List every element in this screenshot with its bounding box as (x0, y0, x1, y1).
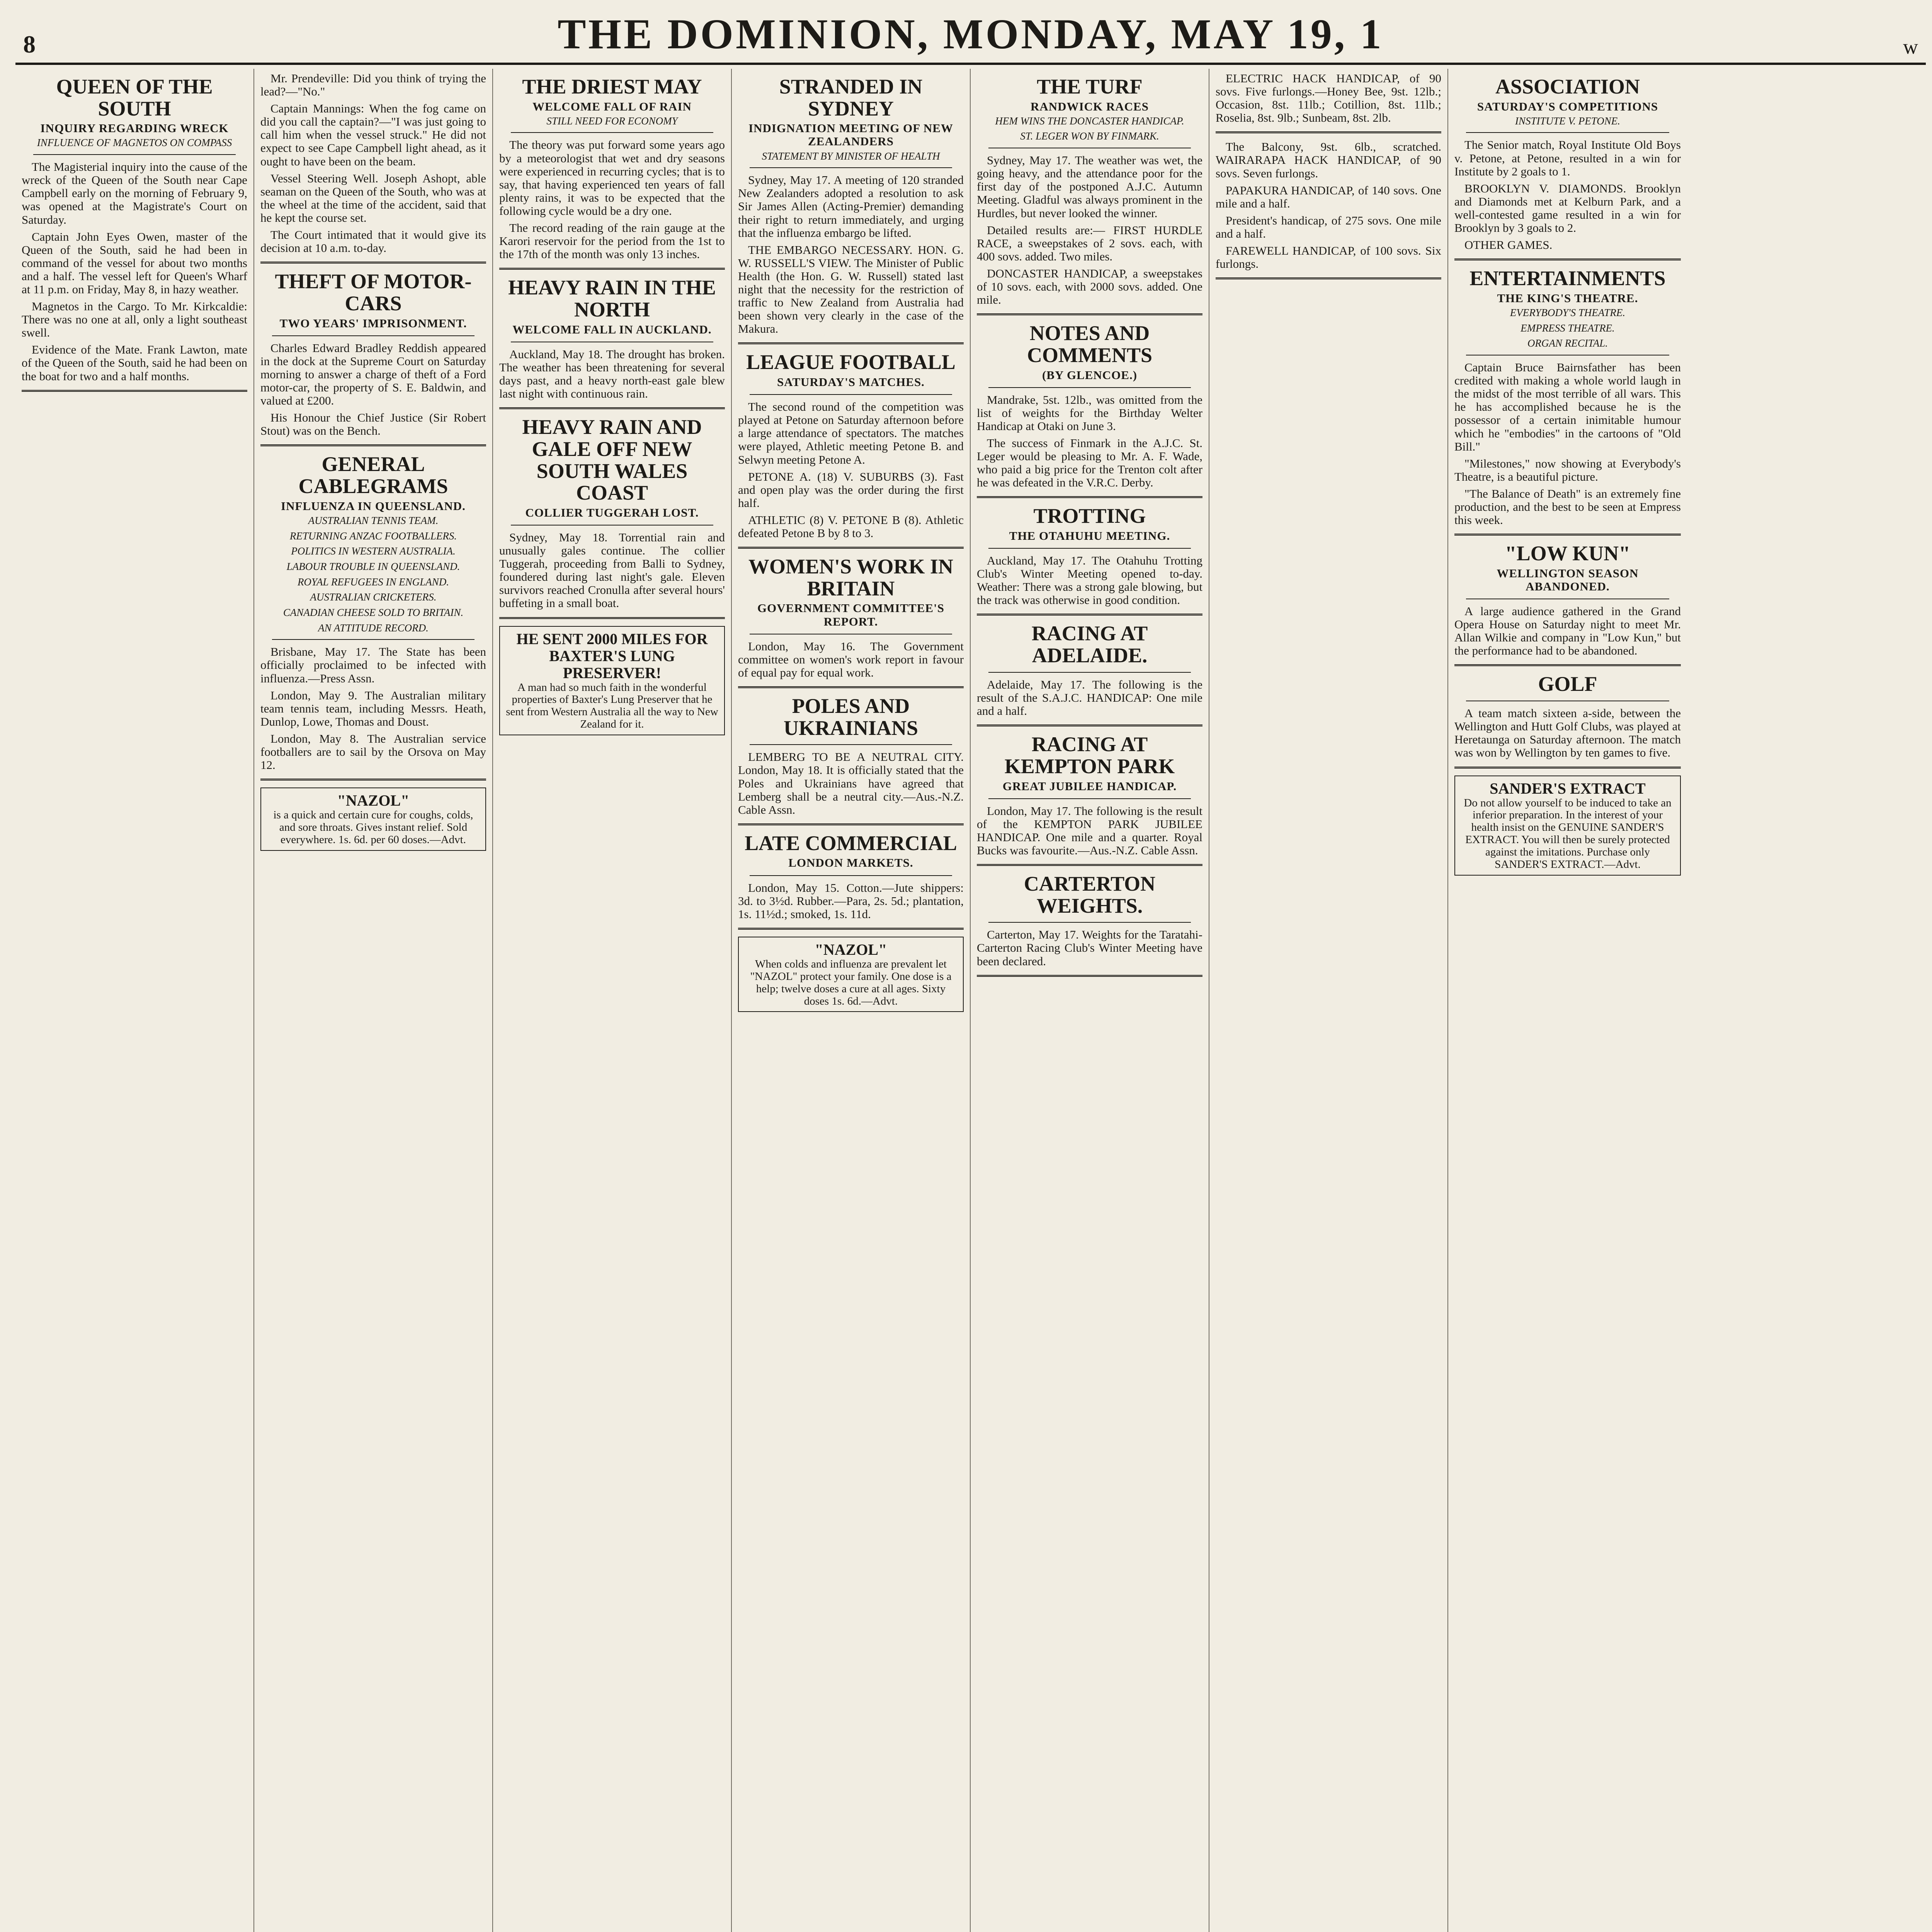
article-headline: NOTES AND COMMENTS (1027, 321, 1152, 367)
article-paragraph: London, May 8. The Australian service footballers are to sail by the Orsova on May 12. (260, 731, 486, 772)
article-separator (977, 975, 1202, 977)
article-subheading: AN ATTITUDE RECORD. (318, 622, 429, 634)
article-subheading: ORGAN RECITAL. (1527, 337, 1608, 349)
article-paragraph: Vessel Steering Well. Joseph Ashopt, able seaman on the Queen of the South, who was at the wheel at the time of the accident, said that he kept the course set. (260, 171, 486, 224)
article-paragraph: PETONE A. (18) V. SUBURBS (3). Fast and open play was the order during the first half. (738, 469, 964, 510)
advertisement (1454, 776, 1681, 876)
article-headline: STRANDED IN SYDNEY (779, 75, 923, 120)
article (260, 453, 486, 781)
divider (511, 132, 713, 133)
article-paragraph: The Magisterial inquiry into the cause of the wreck of the Queen of the South near Cape Campbell early on the morning of February 9, was opened at the Magistrate's Court on Saturday. (22, 160, 247, 226)
article (22, 76, 247, 392)
article-subheading: COLLIER TUGGERAH LOST. (525, 505, 699, 519)
article-separator (738, 547, 964, 549)
advertisement (499, 626, 725, 736)
article-subheading: GREAT JUBILEE HANDICAP. (1002, 779, 1177, 793)
article-subheading: ST. LEGER WON BY FINMARK. (1020, 130, 1159, 142)
article (499, 416, 725, 619)
article-separator (1454, 767, 1681, 769)
article-subheading: THE KING'S THEATRE. (1497, 291, 1638, 305)
article-paragraph: The second round of the competition was played at Petone on Saturday afternoon before a large attendance of spectators. The matches were played, Athletic meeting Petone B. and Selwyn meeting Petone A. (738, 400, 964, 466)
article (977, 505, 1202, 616)
article-paragraph: The theory was put forward some years ago by a meteorologist that wet and dry seasons were experienced in recurring cycles; that is to say, that having experienced ten years of fall plenty rains, it was to be expected that the following cycle would be a dry one. (499, 138, 725, 218)
article-paragraph: ELECTRIC HACK HANDICAP, of 90 sovs. Five furlongs.—Honey Bee, 9st. 12lb.; Occasion, 8st. 11lb.; Cotillion, 8st. 11lb.; Roselia, 8st. 9lb.; Sunbeam, 8st. 2lb. (1216, 71, 1441, 125)
article-paragraph: London, May 9. The Australian military team tennis team, including Messrs. Heath, Dunlop, Lowe, Thomas and Doust. (260, 688, 486, 728)
article-paragraph: A team match sixteen a-side, between the Wellington and Hutt Golf Clubs, was played at Heretaunga on Saturday afternoon. The match was won by Wellington by ten games to five. (1454, 706, 1681, 760)
article (1454, 267, 1681, 536)
article-paragraph: LEMBERG TO BE A NEUTRAL CITY. London, May 18. It is officially stated that the Poles and Ukrainians have agreed that Lemberg shall be a neutral city.—Aus.-N.Z. Cable Assn. (738, 750, 964, 816)
article (977, 733, 1202, 866)
article-headline: TROTTING (1033, 504, 1146, 528)
article-paragraph: FAREWELL HANDICAP, of 100 sovs. Six furlongs. (1216, 244, 1441, 271)
divider (750, 875, 952, 876)
article-subheading: LONDON MARKETS. (788, 856, 913, 870)
article (738, 351, 964, 549)
article-separator (499, 268, 725, 270)
article-paragraph: Evidence of the Mate. Frank Lawton, mate of the Queen of the South, said he had been on the boat for two and a half months. (22, 343, 247, 383)
article-headline: THEFT OF MOTOR-CARS (275, 270, 472, 315)
article-paragraph: DONCASTER HANDICAP, a sweepstakes of 10 sovs. each, with 2000 sovs. added. One mile. (977, 266, 1202, 307)
column-6 (1209, 69, 1448, 1932)
article-subheading: STATEMENT BY MINISTER OF HEALTH (762, 150, 940, 162)
article (260, 270, 486, 446)
article-separator (1454, 259, 1681, 260)
article-paragraph: Detailed results are:— FIRST HURDLE RACE, a sweepstakes of 2 sovs. each, with 400 sovs. added. Two miles. (977, 223, 1202, 263)
article-separator (977, 724, 1202, 726)
article-subheading: SATURDAY'S COMPETITIONS (1477, 99, 1658, 113)
article-subheading: INSTITUTE V. PETONE. (1515, 115, 1621, 127)
article-headline: THE TURF (1037, 75, 1143, 98)
article-headline: LEAGUE FOOTBALL (746, 350, 956, 374)
article-subheading: AUSTRALIAN TENNIS TEAM. (308, 514, 439, 526)
article-subheading: RETURNING ANZAC FOOTBALLERS. (289, 530, 457, 542)
article-subheading: GOVERNMENT COMMITTEE'S REPORT. (757, 601, 944, 628)
advertisement-title: SANDER'S EXTRACT (1490, 779, 1646, 797)
article-paragraph: PAPAKURA HANDICAP, of 140 sovs. One mile and a half. (1216, 183, 1441, 210)
article (1454, 543, 1681, 666)
divider (750, 394, 952, 395)
article-paragraph: Captain Bruce Bairnsfather has been credited with making a whole world laugh in the midst of the most terrible of all wars. This he has accomplished because he is the possessor of a certain inimitable humour which he "embodies" in the cartoons of "Old Bill." (1454, 361, 1681, 453)
article-separator (260, 779, 486, 781)
article-separator (260, 444, 486, 446)
divider (988, 387, 1191, 388)
article-paragraph: The success of Finmark in the A.J.C. St. Leger would be pleasing to Mr. A. F. Wade, who paid a big price for the Trenton colt after he was defeated in the V.R.C. Derby. (977, 436, 1202, 490)
article-subheading: INFLUENZA IN QUEENSLAND. (281, 499, 466, 513)
article-headline: RACING AT KEMPTON PARK (1004, 733, 1175, 778)
article-headline: CARTERTON WEIGHTS. (1024, 872, 1156, 917)
article-headline: ASSOCIATION (1495, 75, 1640, 98)
article-subheading: STILL NEED FOR ECONOMY (546, 115, 678, 127)
corner-mark: w (1903, 35, 1918, 58)
article-separator (1216, 277, 1441, 279)
article (1216, 140, 1441, 279)
divider (1466, 132, 1669, 133)
advertisement-text: A man had so much faith in the wonderful properties of Baxter's Lung Preserver that he sent from Western Australia all the way to New Zealand for it. (506, 681, 718, 731)
article-separator (977, 614, 1202, 616)
advertisement-text: Do not allow yourself to be induced to take an inferior preparation. In the interest of your health insist on the GENUINE SANDER'S EXTRACT. You will then be surely protected against the imitations. Purchase only SANDER'S EXTRACT.—Advt. (1464, 796, 1672, 871)
article (260, 72, 486, 264)
article-separator (977, 313, 1202, 315)
article (977, 622, 1202, 726)
divider (988, 798, 1191, 799)
article-separator (977, 864, 1202, 866)
article-paragraph: Sydney, May 18. Torrential rain and unusually gales continue. The collier Tuggerah, proceeding from Balli to Sydney, foundered during last night's gale. Eleven survivors reached Cronulla after several hours' buffeting in a small boat. (499, 531, 725, 610)
divider (272, 335, 474, 336)
article (1454, 673, 1681, 768)
article-paragraph: A large audience gathered in the Grand Opera House on Saturday night to meet Mr. Allan Wilkie and company in "Low Kun," but the performance had to be abandoned. (1454, 604, 1681, 658)
article-paragraph: THE EMBARGO NECESSARY. HON. G. W. RUSSELL'S VIEW. The Minister of Public Health (the Hon. G. W. Russell) stated last night that the necessity for the restriction of traffic to New Zealand from Australia had been shown very clearly in the case of the Makura. (738, 243, 964, 336)
article-subheading: ROYAL REFUGEES IN ENGLAND. (297, 576, 449, 588)
article-subheading: WELCOME FALL IN AUCKLAND. (512, 322, 712, 336)
column-4 (732, 69, 971, 1932)
article-subheading: RANDWICK RACES (1031, 99, 1149, 113)
advertisement-title: HE SENT 2000 MILES FOR BAXTER'S LUNG PRESERVER! (516, 630, 708, 682)
column-2 (254, 69, 493, 1932)
advertisement-text: is a quick and certain cure for coughs, colds, and sore throats. Gives instant relief. Sold everywhere. 1s. 6d. per 60 doses.—Advt. (273, 809, 473, 846)
advertisement (738, 937, 964, 1012)
column-5 (971, 69, 1209, 1932)
article-paragraph: The record reading of the rain gauge at the Karori reservoir for the period from the 1st to the 17th of the month was only 13 inches. (499, 221, 725, 261)
divider (988, 672, 1191, 673)
divider (988, 922, 1191, 923)
article-headline: THE DRIEST MAY (522, 75, 702, 98)
article-subheading: EVERYBODY'S THEATRE. (1510, 307, 1626, 318)
article-separator (1454, 534, 1681, 536)
column-1 (15, 69, 254, 1932)
article-headline: "LOW KUN" (1505, 542, 1631, 565)
article (1454, 76, 1681, 260)
article (499, 277, 725, 409)
article-separator (738, 928, 964, 930)
article-paragraph: President's handicap, of 275 sovs. One mile and a half. (1216, 213, 1441, 240)
article-paragraph: ATHLETIC (8) V. PETONE B (8). Athletic defeated Petone B by 8 to 3. (738, 513, 964, 540)
article-separator (977, 496, 1202, 498)
article-paragraph: Sydney, May 17. A meeting of 120 stranded New Zealanders adopted a resolution to ask Sir James Allen (Acting-Premier) demanding their right to return immediately, and urging that the influenza embargo be lifted. (738, 173, 964, 240)
article-subheading: WELCOME FALL OF RAIN (532, 99, 692, 113)
article (738, 556, 964, 688)
article-paragraph: Auckland, May 18. The drought has broken. The weather has been threatening for several days past, and a heavy north-east gale blew last night with continuous rain. (499, 347, 725, 401)
article-separator (1454, 664, 1681, 666)
divider (750, 744, 952, 745)
article-paragraph: Magnetos in the Cargo. To Mr. Kirkcaldie: There was no one at all, only a light southeast swell. (22, 299, 247, 340)
article-paragraph: Mandrake, 5st. 12lb., was omitted from the list of weights for the Birthday Welter Handicap at Otaki on June 3. (977, 393, 1202, 433)
column-grid (15, 69, 1926, 1932)
article-paragraph: Auckland, May 17. The Otahuhu Trotting Club's Winter Meeting opened to-day. Weather: There was a strong gale blowing, but the track was otherwise in good condition. (977, 554, 1202, 607)
article-subheading: INFLUENCE OF MAGNETOS ON COMPASS (37, 137, 232, 149)
advertisement (260, 787, 486, 851)
article (738, 76, 964, 344)
article-paragraph: London, May 16. The Government committee on women's work report in favour of equal pay for equal work. (738, 639, 964, 679)
article-paragraph: The Court intimated that it would give its decision at 10 a.m. to-day. (260, 228, 486, 255)
article-paragraph: Adelaide, May 17. The following is the result of the S.A.J.C. HANDICAP: One mile and a half. (977, 677, 1202, 718)
article-subheading: TWO YEARS' IMPRISONMENT. (279, 316, 467, 330)
article-subheading: (BY GLENCOE.) (1042, 368, 1138, 382)
article-subheading: POLITICS IN WESTERN AUSTRALIA. (291, 545, 456, 557)
article-paragraph: London, May 17. The following is the result of the KEMPTON PARK JUBILEE HANDICAP. One mile and a quarter. Royal Bucks was favourite.—Aus.-N.Z. Cable Assn. (977, 804, 1202, 857)
article (499, 76, 725, 270)
article-subheading: EMPRESS THEATRE. (1520, 322, 1615, 334)
article-subheading: SATURDAY'S MATCHES. (777, 375, 925, 389)
column-3 (493, 69, 732, 1932)
divider (988, 548, 1191, 549)
article-headline: HEAVY RAIN AND GALE OFF NEW SOUTH WALES COAST (522, 415, 702, 505)
divider (750, 167, 952, 168)
article-subheading: WELLINGTON SEASON ABANDONED. (1497, 566, 1639, 593)
article-headline: WOMEN'S WORK IN BRITAIN (748, 555, 954, 600)
article-subheading: LABOUR TROUBLE IN QUEENSLAND. (286, 560, 460, 572)
article-subheading: THE OTAHUHU MEETING. (1009, 529, 1170, 543)
article-headline: RACING AT ADELAIDE. (1031, 622, 1148, 667)
article-separator (499, 617, 725, 619)
article-headline: GENERAL CABLEGRAMS (298, 452, 448, 498)
article-headline: GOLF (1538, 672, 1597, 696)
article-separator (22, 390, 247, 392)
advertisement-text: When colds and influenza are prevalent let "NAZOL" protect your family. One dose is a help; twelve doses a cure at all ages. Sixty doses 1s. 6d.—Advt. (750, 957, 952, 1007)
article-separator (738, 823, 964, 825)
article (738, 832, 964, 930)
divider (272, 639, 474, 640)
article-separator (499, 407, 725, 409)
column-7 (1448, 69, 1687, 1932)
article-subheading: INDIGNATION MEETING OF NEW ZEALANDERS (748, 121, 953, 148)
article-paragraph: The Senior match, Royal Institute Old Boys v. Petone, at Petone, resulted in a win for Institute by 2 goals to 1. (1454, 138, 1681, 178)
article-subheading: AUSTRALIAN CRICKETERS. (310, 591, 437, 603)
article-paragraph: London, May 15. Cotton.—Jute shippers: 3d. to 3½d. Rubber.—Para, 2s. 5d.; plantation, 1s. 11½d.; smoked, 1s. 11d. (738, 881, 964, 921)
article-headline: POLES AND UKRAINIANS (783, 694, 918, 740)
article-subheading: INQUIRY REGARDING WRECK (40, 121, 229, 135)
advertisement-title: "NAZOL" (337, 792, 410, 810)
article-paragraph: Sydney, May 17. The weather was wet, the going heavy, and the attendance poor for the first day of the postponed A.J.C. Autumn Meeting. Gladful was always prominent in the Hurdles, but never looked the winner. (977, 153, 1202, 220)
article-paragraph: Brisbane, May 17. The State has been officially proclaimed to be infected with influenza.—Press Assn. (260, 645, 486, 685)
article (977, 322, 1202, 498)
article-headline: HEAVY RAIN IN THE NORTH (508, 276, 716, 321)
article-paragraph: His Honour the Chief Justice (Sir Robert Stout) was on the Bench. (260, 411, 486, 438)
article-paragraph: Captain Mannings: When the fog came on did you call the captain?—"I was just going to call him when the vessel struck." He did not expect to see Cape Campbell light ahead, as it ought to have been on the beam. (260, 102, 486, 168)
article-separator (1216, 131, 1441, 133)
article-headline: ENTERTAINMENTS (1469, 267, 1666, 290)
article-paragraph: The Balcony, 9st. 6lb., scratched. WAIRARAPA HACK HANDICAP, of 90 sovs. Seven furlongs. (1216, 140, 1441, 180)
divider (511, 525, 713, 526)
divider (33, 154, 236, 155)
article-separator (738, 342, 964, 344)
article-paragraph: "The Balance of Death" is an extremely fine production, and the best to be seen at Empress this week. (1454, 486, 1681, 527)
advertisement-title: "NAZOL" (815, 940, 887, 958)
newspaper-title: THE DOMINION, MONDAY, MAY 19, 1 (558, 10, 1384, 58)
article-paragraph: Mr. Prendeville: Did you think of trying the lead?—"No." (260, 71, 486, 99)
article-headline: QUEEN OF THE SOUTH (56, 75, 213, 120)
article-paragraph: BROOKLYN V. DIAMONDS. Brooklyn and Diamonds met at Kelburn Park, and a well-contested game resulted in a win for Brooklyn by 3 goals to 2. (1454, 181, 1681, 235)
masthead (15, 10, 1926, 65)
article-separator (738, 686, 964, 688)
article-paragraph: "Milestones," now showing at Everybody's Theatre, is a beautiful picture. (1454, 456, 1681, 483)
article-paragraph: Carterton, May 17. Weights for the Taratahi-Carterton Racing Club's Winter Meeting have been declared. (977, 928, 1202, 968)
article (977, 76, 1202, 315)
article (1216, 72, 1441, 133)
article-paragraph: Charles Edward Bradley Reddish appeared in the dock at the Supreme Court on Saturday morning to answer a charge of theft of a Ford motor-car, the property of S. E. Baldwin, and valued at £200. (260, 341, 486, 408)
article-separator (260, 262, 486, 264)
article-headline: LATE COMMERCIAL (745, 831, 957, 855)
article-subheading: HEM WINS THE DONCASTER HANDICAP. (995, 115, 1184, 127)
article (738, 695, 964, 825)
article-subheading: CANADIAN CHEESE SOLD TO BRITAIN. (283, 606, 464, 618)
article (977, 873, 1202, 977)
article-paragraph: OTHER GAMES. (1464, 238, 1553, 252)
article-paragraph: Captain John Eyes Owen, master of the Queen of the South, said he had been in command of the vessel for about two months and a half. The vessel left for Queen's Wharf at 11 p.m. on Friday, May 8, in hazy weather. (22, 230, 247, 296)
page-number: 8 (23, 31, 36, 58)
